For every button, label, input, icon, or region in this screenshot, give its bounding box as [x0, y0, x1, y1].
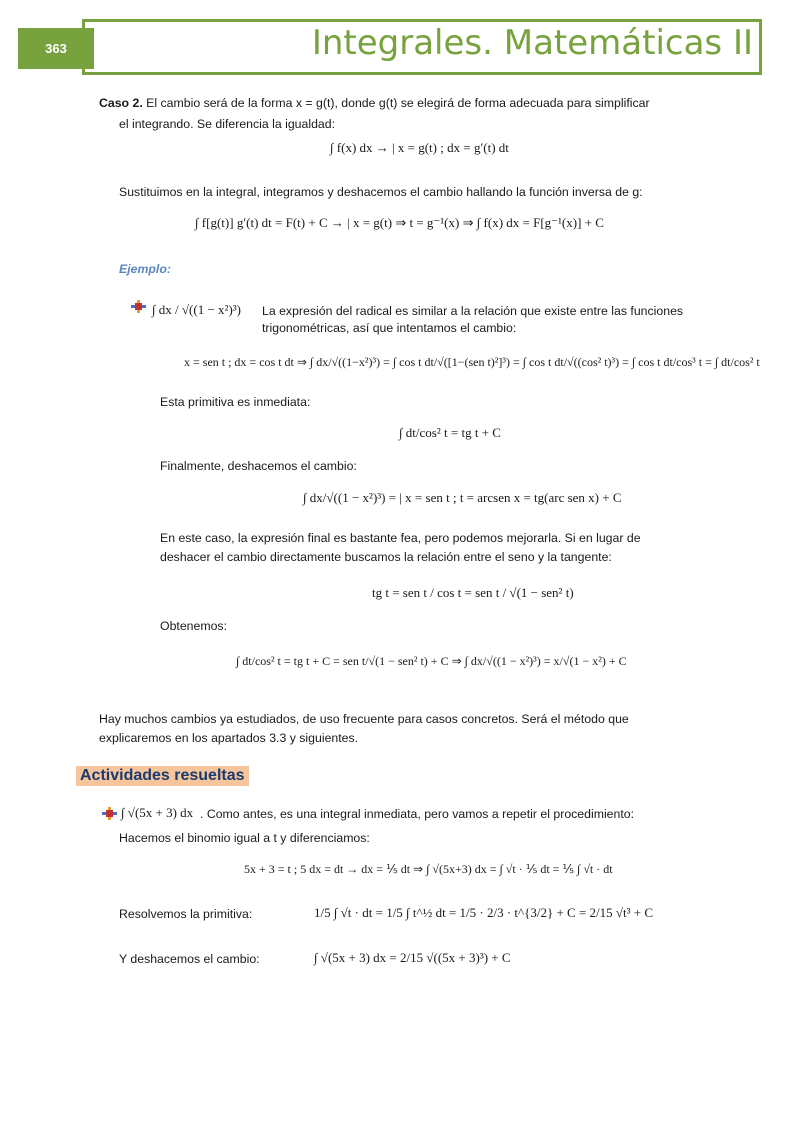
ejemplo-integral: ∫ dx / √((1 − x²)³): [152, 302, 242, 317]
actividades-text2: Hacemos el binomio igual a t y diferenciamos:: [119, 831, 370, 845]
ejemplo-text1: La expresión del radical es similar a la relación que existe entre las funciones: [262, 304, 684, 318]
caso2-eq1: ∫ f(x) dx → | x = g(t) ; dx = g′(t) dt: [330, 140, 509, 155]
ejemplo-eq-tg: tg t = sen t / cos t = sen t / √(1 − sen² t): [372, 585, 574, 600]
pencil-icon: [131, 300, 146, 313]
actividades-eq3: ∫ √(5x + 3) dx = 2/15 √((5x + 3)³) + C: [314, 950, 511, 965]
page-number: 363: [18, 28, 94, 69]
actividades-text4: Y deshacemos el cambio:: [119, 952, 260, 966]
caso2-paragraph: [99, 94, 769, 113]
ejemplo-text-fea2: deshacer el cambio directamente buscamos la relación entre el seno y la tangente:: [160, 550, 612, 564]
caso2-text3: Sustituimos en la integral, integramos y deshacemos el cambio hallando la función inversa de g:: [119, 185, 643, 199]
ejemplo-eq-final: ∫ dx/√((1 − x²)³) = | x = sen t ; t = arcsen x = tg(arc sen x) + C: [303, 490, 622, 505]
actividades-integral: ∫ √(5x + 3) dx: [121, 805, 194, 820]
caso2-label: Caso 2.: [99, 96, 143, 110]
ejemplo-eq-change: x = sen t ; dx = cos t dt ⇒ ∫ dx/√((1−x²)³) = ∫ cos t dt/√([1−(sen t)²]³) = ∫ cos t dt/√((cos² t)³) = ∫ cos t dt/cos³ t = ∫ dt/cos² t: [184, 355, 760, 369]
caso2-eq2: ∫ f[g(t)] g′(t) dt = F(t) + C → | x = g(t) ⇒ t = g⁻¹(x) ⇒ ∫ f(x) dx = F[g⁻¹(x)] + C: [195, 215, 604, 230]
page-title: Integrales. Matemáticas II: [311, 23, 753, 63]
ejemplo-eq-prim: ∫ dt/cos² t = tg t + C: [399, 425, 501, 440]
ejemplo-text-prim: Esta primitiva es inmediata:: [160, 395, 311, 409]
caso2-text2: el integrando. Se diferencia la igualdad:: [119, 117, 336, 131]
caso2-text1: El cambio será de la forma x = g(t), donde g(t) se elegirá de forma adecuada para simplificar: [142, 96, 650, 110]
closing-line1: Hay muchos cambios ya estudiados, de uso frecuente para casos concretos. Será el método que: [99, 712, 629, 726]
ejemplo-label: Ejemplo:: [119, 262, 171, 276]
closing-line2: explicaremos en los apartados 3.3 y siguientes.: [99, 731, 359, 745]
ejemplo-text2: trigonométricas, así que intentamos el cambio:: [262, 321, 517, 335]
actividades-eq1: 5x + 3 = t ; 5 dx = dt → dx = ⅕ dt ⇒ ∫ √(5x+3) dx = ∫ √t · ⅕ dt = ⅕ ∫ √t · dt: [244, 862, 613, 876]
ejemplo-text-final: Finalmente, deshacemos el cambio:: [160, 459, 357, 473]
ejemplo-text-fea1: En este caso, la expresión final es bastante fea, pero podemos mejorarla. Si en lugar de: [160, 531, 641, 545]
actividades-eq2: 1/5 ∫ √t · dt = 1/5 ∫ t^½ dt = 1/5 · 2/3 · t^{3/2} + C = 2/15 √t³ + C: [314, 905, 654, 920]
actividades-title: Actividades resueltas: [76, 766, 249, 786]
ejemplo-eq-obt: ∫ dt/cos² t = tg t + C = sen t/√(1 − sen² t) + C ⇒ ∫ dx/√((1 − x²)³) = x/√(1 − x²) + C: [236, 654, 627, 668]
ejemplo-text-obt: Obtenemos:: [160, 619, 227, 633]
pencil-icon-2: [102, 807, 117, 820]
actividades-text1: . Como antes, es una integral inmediata, pero vamos a repetir el procedimiento:: [200, 807, 635, 821]
actividades-text3: Resolvemos la primitiva:: [119, 907, 253, 921]
